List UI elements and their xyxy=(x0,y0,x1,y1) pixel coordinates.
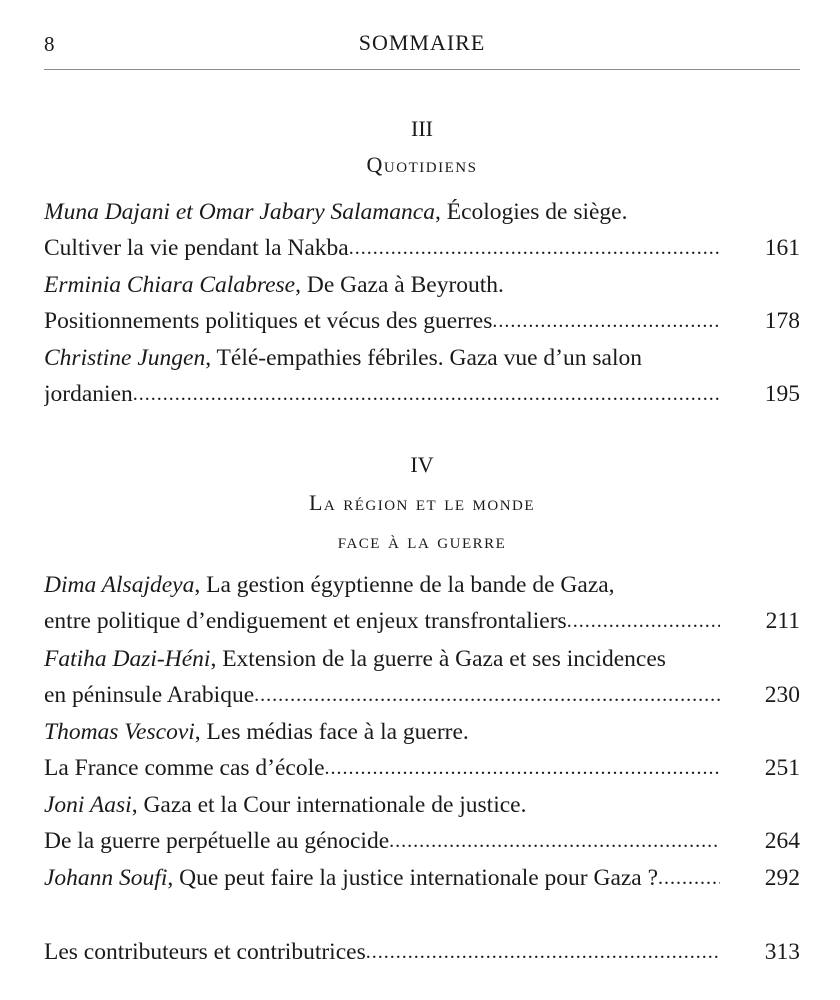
entry-title-continuation: La France comme cas d’école xyxy=(44,755,325,781)
entry-author: Johann Soufi xyxy=(44,865,168,891)
entry-title-continuation: De la guerre perpétuelle au génocide xyxy=(44,828,390,854)
entry-title: , Télé-empathies fébriles. Gaza vue d’un salon xyxy=(205,345,642,371)
entry-page-number: 264 xyxy=(764,828,800,854)
entry-title-continuation: Positionnements politiques et vécus des guerres xyxy=(44,308,493,334)
toc-entry-continuation xyxy=(44,750,720,786)
entry-author: Christine Jungen xyxy=(44,345,206,371)
dot-leader xyxy=(366,934,720,970)
toc-entry-continuation xyxy=(44,230,720,266)
entry-author: Fatiha Dazi-Héni xyxy=(44,646,211,672)
dot-leader xyxy=(325,750,720,786)
header-rule xyxy=(44,69,800,70)
page-header xyxy=(44,30,800,60)
entry-title: , Gaza et la Cour internationale de justice. xyxy=(131,792,527,818)
entry-page-number: 292 xyxy=(764,865,800,891)
dot-leader xyxy=(133,376,720,412)
entry-author: Muna Dajani et Omar Jabary Salamanca xyxy=(44,199,435,225)
toc-entry-title-line xyxy=(44,340,800,376)
toc-entry-continuation xyxy=(44,823,720,859)
entry-title-continuation: entre politique d’endiguement et enjeux transfrontaliers xyxy=(44,608,567,634)
toc-entry-title-line xyxy=(44,267,800,303)
toc-entry-continuation xyxy=(44,376,720,412)
entry-title: , Que peut faire la justice internationale pour Gaza ? xyxy=(167,865,659,891)
entry-title: , Extension de la guerre à Gaza et ses incidences xyxy=(210,646,666,672)
entry-author: Joni Aasi xyxy=(44,792,132,818)
entry-title: , Les médias face à la guerre. xyxy=(194,719,469,745)
entry-page-number: 178 xyxy=(764,308,800,334)
entry-page-number: 211 xyxy=(765,608,800,634)
entry-author: Dima Alsajdeya xyxy=(44,572,195,598)
dot-leader xyxy=(254,677,720,713)
entry-title-continuation: jordanien xyxy=(44,381,133,407)
entry-text xyxy=(44,860,658,896)
dot-leader xyxy=(389,823,720,859)
section-numeral-iii: III xyxy=(411,116,433,141)
toc-entry-title-line xyxy=(44,194,800,230)
entry-author: Thomas Vescovi xyxy=(44,719,195,745)
toc-entry-continuation xyxy=(44,677,720,713)
toc-entry-continuation xyxy=(44,303,720,339)
entry-title: , De Gaza à Beyrouth. xyxy=(295,272,504,298)
contributors-label: Les contributeurs et contributrices xyxy=(44,939,366,965)
section-numeral-iv: IV xyxy=(410,452,434,477)
toc-entry-single-line xyxy=(44,860,720,896)
dot-leader xyxy=(567,603,720,639)
dot-leader xyxy=(658,860,720,896)
entry-author: Erminia Chiara Calabrese xyxy=(44,272,296,298)
toc-entry-continuation xyxy=(44,603,720,639)
entry-title-continuation: en péninsule Arabique xyxy=(44,682,255,708)
dot-leader xyxy=(492,303,720,339)
page-number: 8 xyxy=(44,32,55,56)
toc-entry-title-line xyxy=(44,787,800,823)
entry-page-number: 251 xyxy=(764,755,800,781)
entry-title: , La gestion égyptienne de la bande de Gaza, xyxy=(194,572,615,598)
contributors-page-number: 313 xyxy=(764,939,800,965)
entry-page-number: 230 xyxy=(764,682,800,708)
section-title-quotidiens: Quotidiens xyxy=(366,152,478,177)
entry-title-continuation: Cultiver la vie pendant la Nakba xyxy=(44,235,349,261)
entry-page-number: 161 xyxy=(764,235,800,261)
toc-page xyxy=(44,0,800,1000)
toc-entry-title-line xyxy=(44,641,800,677)
entry-page-number: 195 xyxy=(764,381,800,407)
toc-entry-title-line xyxy=(44,714,800,750)
section-title-line-2: face à la guerre xyxy=(337,528,507,553)
dot-leader xyxy=(349,230,720,266)
toc-entry-contributors xyxy=(44,934,720,970)
entry-title: , Écologies de siège. xyxy=(434,199,628,225)
running-title: SOMMAIRE xyxy=(358,30,486,55)
toc-entry-title-line xyxy=(44,567,800,603)
section-title-line-1: La région et le monde xyxy=(308,490,536,515)
